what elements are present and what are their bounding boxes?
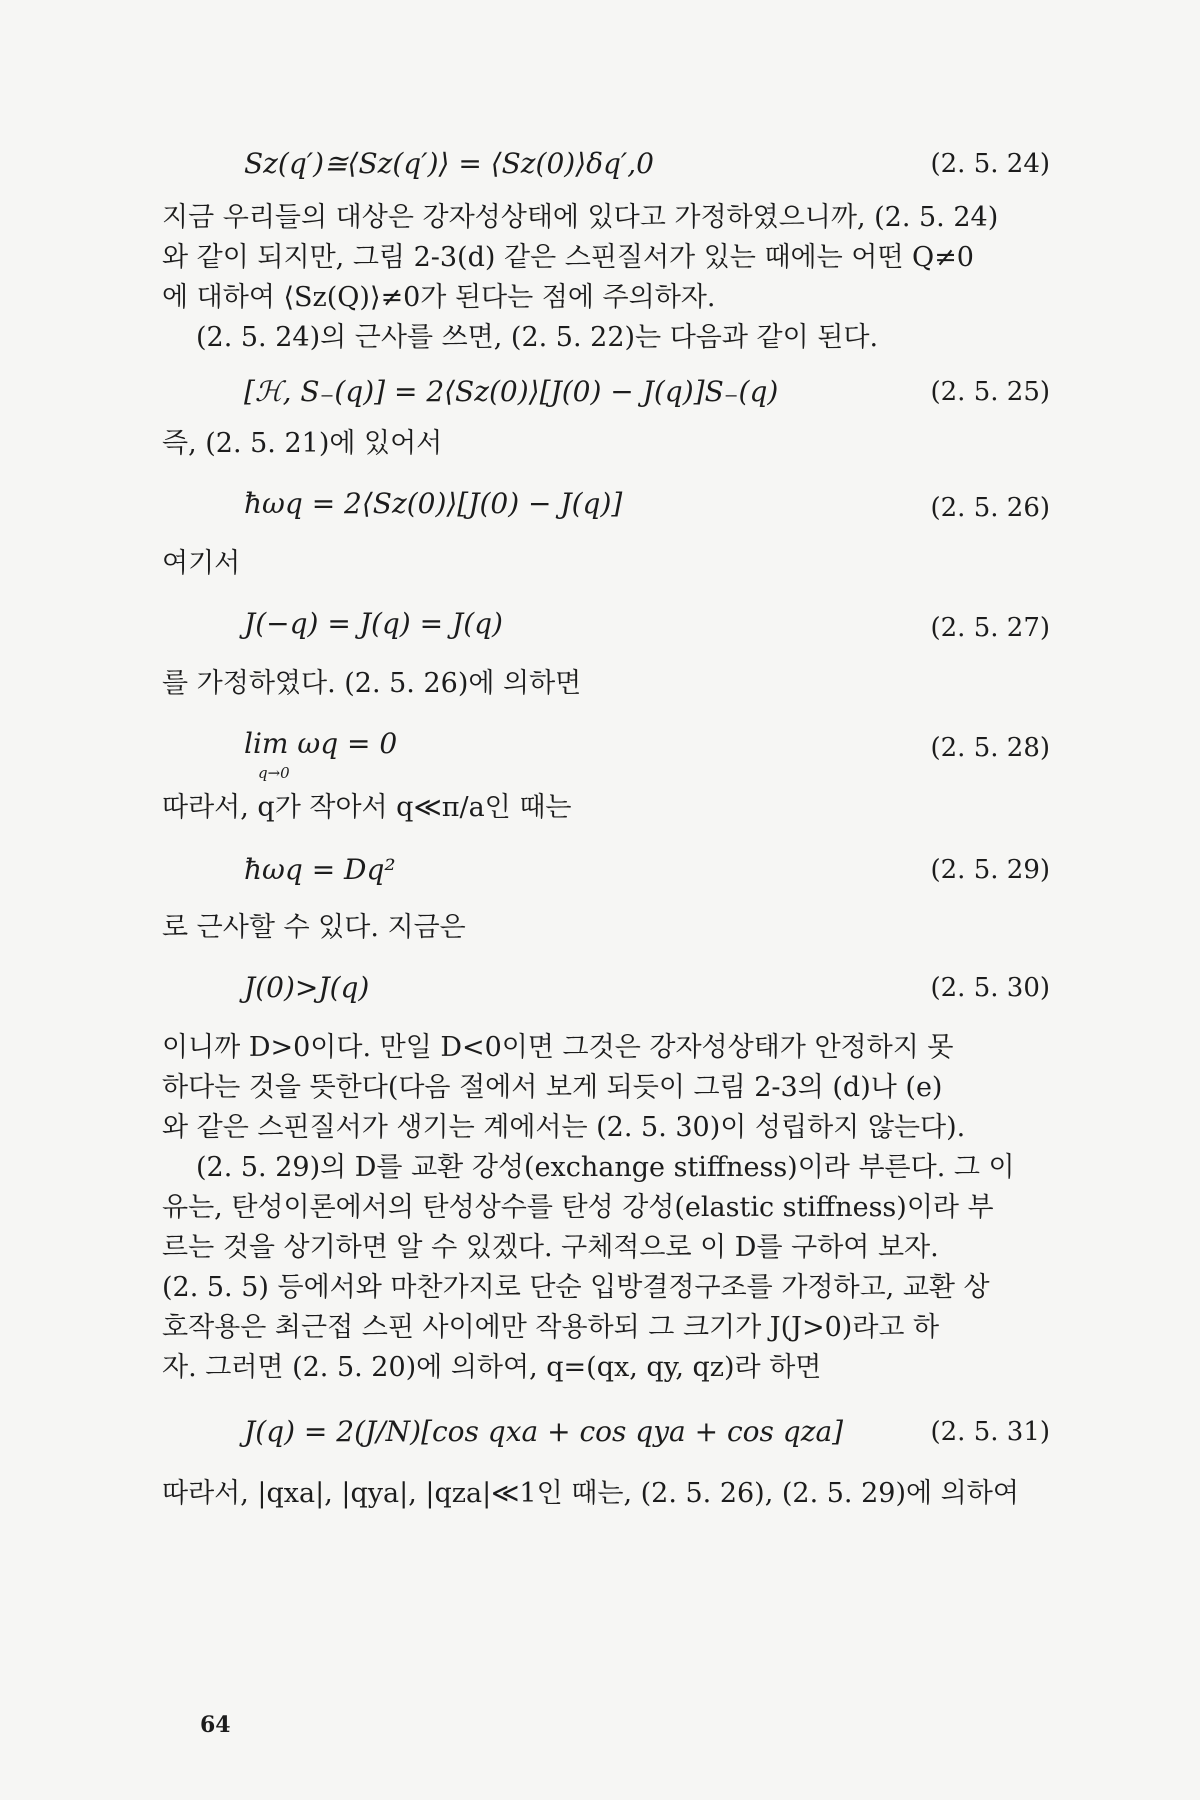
equation-number-2-5-31: (2. 5. 31): [930, 1417, 1050, 1447]
equation-number-2-5-27: (2. 5. 27): [930, 613, 1050, 643]
page-number: 64: [200, 1712, 231, 1738]
equation-number-2-5-29: (2. 5. 29): [930, 855, 1050, 885]
paragraph-line: 따라서, q가 작아서 q≪π/a인 때는: [162, 792, 572, 823]
paragraph-line: 여기서: [162, 548, 241, 579]
paragraph-line: (2. 5. 29)의 D를 교환 강성(exchange stiffness)이라 부른다. 그 이: [196, 1152, 1015, 1183]
equation-number-2-5-24: (2. 5. 24): [930, 149, 1050, 179]
paragraph-line: 유는, 탄성이론에서의 탄성상수를 탄성 강성(elastic stiffness)이라 부: [162, 1192, 994, 1223]
equation-2-5-28: lim ωq = 0: [244, 727, 398, 760]
paragraph-line: 즉, (2. 5. 21)에 있어서: [162, 428, 443, 459]
equation-2-5-31: J(q) = 2(J/N)[cos qxa + cos qya + cos qza]: [244, 1415, 844, 1448]
paragraph-line: 호작용은 최근접 스핀 사이에만 작용하되 그 크기가 J(J>0)라고 하: [162, 1312, 940, 1343]
paragraph-line: 지금 우리들의 대상은 강자성상태에 있다고 가정하였으니까, (2. 5. 24): [162, 202, 999, 233]
paragraph-line: (2. 5. 24)의 근사를 쓰면, (2. 5. 22)는 다음과 같이 된다.: [196, 322, 879, 353]
equation-2-5-24: Sz(q′)≅⟨Sz(q′)⟩ = ⟨Sz(0)⟩δq′,0: [244, 147, 654, 180]
equation-2-5-26: ħωq = 2⟨Sz(0)⟩[J(0) − J(q)]: [244, 487, 623, 520]
paragraph-line: 를 가정하였다. (2. 5. 26)에 의하면: [162, 668, 582, 699]
paragraph-line: 이니까 D>0이다. 만일 D<0이면 그것은 강자성상태가 안정하지 못: [162, 1032, 954, 1063]
equation-number-2-5-30: (2. 5. 30): [930, 973, 1050, 1003]
paragraph-line: 와 같이 되지만, 그림 2-3(d) 같은 스핀질서가 있는 때에는 어떤 Q≠0: [162, 242, 974, 273]
paragraph-line: 르는 것을 상기하면 알 수 있겠다. 구체적으로 이 D를 구하여 보자.: [162, 1232, 939, 1263]
equation-2-5-30: J(0)>J(q): [244, 971, 370, 1004]
paragraph-line: 에 대하여 ⟨Sz(Q)⟩≠0가 된다는 점에 주의하자.: [162, 282, 716, 313]
paragraph-line: 따라서, |qxa|, |qya|, |qza|≪1인 때는, (2. 5. 26), (2. 5. 29)에 의하여: [162, 1478, 1019, 1509]
paragraph-line: (2. 5. 5) 등에서와 마찬가지로 단순 입방결정구조를 가정하고, 교환 상: [162, 1272, 990, 1303]
equation-2-5-25: [ℋ, S₋(q)] = 2⟨Sz(0)⟩[J(0) − J(q)]S₋(q): [244, 375, 779, 408]
limit-subscript: q→0: [258, 764, 290, 782]
equation-number-2-5-26: (2. 5. 26): [930, 493, 1050, 523]
equation-2-5-27: J(−q) = J(q) = J(q): [244, 607, 503, 640]
equation-2-5-29: ħωq = Dq²: [244, 853, 396, 886]
equation-number-2-5-28: (2. 5. 28): [930, 733, 1050, 763]
equation-number-2-5-25: (2. 5. 25): [930, 377, 1050, 407]
paragraph-line: 하다는 것을 뜻한다(다음 절에서 보게 되듯이 그림 2-3의 (d)나 (e): [162, 1072, 943, 1103]
paragraph-line: 자. 그러면 (2. 5. 20)에 의하여, q=(qx, qy, qz)라 하면: [162, 1352, 822, 1383]
paragraph-line: 로 근사할 수 있다. 지금은: [162, 912, 466, 943]
paragraph-line: 와 같은 스핀질서가 생기는 계에서는 (2. 5. 30)이 성립하지 않는다).: [162, 1112, 966, 1143]
